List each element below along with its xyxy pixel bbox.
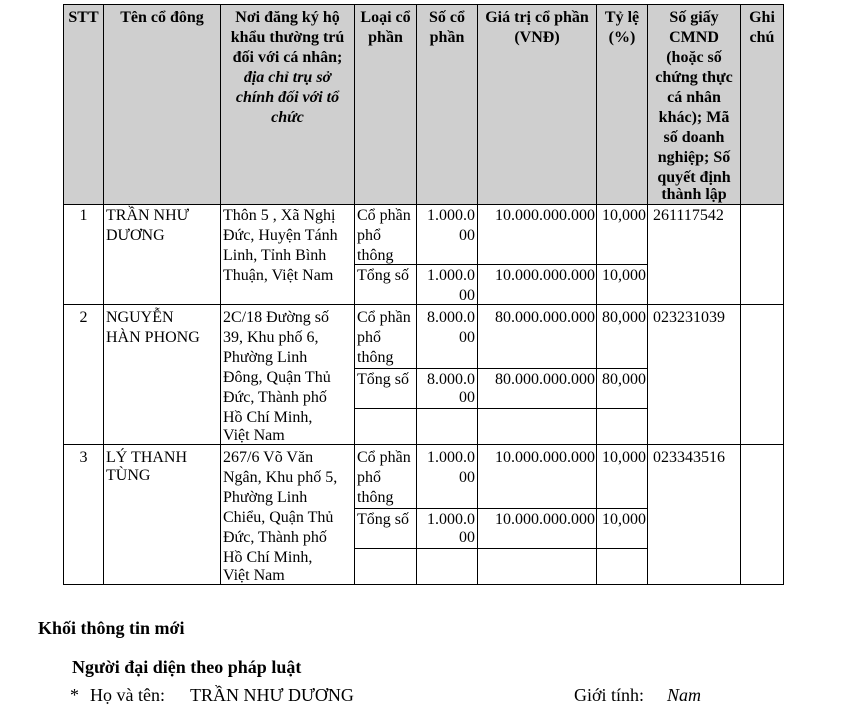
row2-so-giay: 023231039 — [653, 309, 725, 326]
row3-subdivider — [354, 508, 648, 509]
row3-tyle2: 10,000 — [602, 511, 646, 528]
row1-loai1-3: thông — [357, 247, 394, 264]
rep-name-label: Họ và tên: — [90, 685, 165, 705]
row2-gia1: 80.000.000.000 — [495, 309, 595, 326]
row1-so1-1: 1.000.0 — [427, 207, 475, 224]
row3-diachi-7: Việt Nam — [223, 567, 285, 584]
row2-diachi-4: Đông, Quận Thủ — [223, 369, 331, 386]
row1-diachi-4: Thuận, Việt Nam — [223, 267, 334, 284]
row1-diachi-3: Linh, Tỉnh Bình — [223, 247, 327, 264]
row3-so2-1: 1.000.0 — [427, 511, 475, 528]
rep-name-value: TRẦN NHƯ DƯƠNG — [190, 685, 354, 705]
row3-diachi-6: Hồ Chí Minh, — [223, 549, 313, 566]
row1-diachi-1: Thôn 5 , Xã Nghị — [223, 207, 336, 224]
row2-so2-2: 00 — [459, 389, 475, 406]
row2-subdivider — [354, 368, 648, 369]
col-line-9 — [783, 4, 784, 585]
header-gia-tri-2: (VNĐ) — [514, 29, 560, 46]
row3-diachi-2: Ngân, Khu phố 5, — [223, 469, 338, 486]
row3-diachi-5: Đức, Thành phố — [223, 529, 327, 546]
rep-gender-label: Giới tính: — [574, 685, 645, 705]
row1-ten-2: DƯƠNG — [106, 227, 165, 244]
row3-diachi-1: 267/6 Võ Văn — [223, 449, 314, 466]
row2-tyle2: 80,000 — [602, 371, 646, 388]
header-dia-chi-2: chính đối với tổ — [235, 89, 340, 106]
row3-so1-1: 1.000.0 — [427, 449, 475, 466]
row3-so2-2: 00 — [459, 529, 475, 546]
row3-loai2: Tổng số — [357, 511, 409, 528]
header-ten-co-dong: Tên cổ đông — [120, 9, 204, 26]
header-ty-le-2: (%) — [608, 29, 636, 46]
header-so-giay-1: Số giấy — [669, 9, 719, 26]
rep-bullet: * — [70, 685, 79, 705]
header-noi-dang-ky-2: khẩu thường trú — [230, 29, 345, 46]
row3-gia1: 10.000.000.000 — [495, 449, 595, 466]
header-ty-le-1: Tỷ lệ — [604, 9, 640, 26]
row2-ten-1: NGUYỄN — [106, 309, 174, 326]
row3-subdivider2 — [354, 548, 648, 549]
row2-so1-2: 00 — [459, 329, 475, 346]
header-so-giay-9: quyết định — [657, 169, 731, 186]
row1-stt: 1 — [79, 207, 88, 224]
row1-tyle2: 10,000 — [602, 267, 646, 284]
row3-ten-1: LÝ THANH — [106, 449, 188, 466]
table-border-bottom — [63, 584, 784, 585]
row2-loai1-3: thông — [357, 349, 394, 366]
col-line-3 — [354, 4, 355, 585]
row1-tyle1: 10,000 — [602, 207, 646, 224]
row3-diachi-4: Chiểu, Quận Thủ — [223, 509, 334, 526]
header-ghi-chu-1: Ghi — [749, 9, 775, 26]
row2-tyle1: 80,000 — [602, 309, 646, 326]
header-so-co-phan-1: Số cổ — [429, 9, 465, 26]
rep-gender-value: Nam — [667, 685, 702, 705]
row2-diachi-2: 39, Khu phố 6, — [223, 329, 319, 346]
col-line-6 — [596, 4, 597, 585]
header-gia-tri-1: Giá trị cổ phần — [485, 9, 589, 26]
row2-ten-2: HÀN PHONG — [106, 329, 200, 346]
header-loai-2: phần — [368, 29, 403, 46]
col-line-8 — [740, 4, 741, 585]
row3-so1-2: 00 — [459, 469, 475, 486]
row2-loai1-2: phổ — [357, 329, 381, 346]
header-so-giay-10: thành lập — [661, 186, 727, 203]
row2-subdivider2 — [354, 408, 648, 409]
table-border-top — [63, 4, 784, 5]
row3-so-giay: 023343516 — [653, 449, 725, 466]
row3-loai1-3: thông — [357, 489, 394, 506]
header-so-giay-4: chứng thực — [655, 69, 733, 86]
row1-gia1: 10.000.000.000 — [495, 207, 595, 224]
section-title: Khối thông tin mới — [38, 618, 185, 638]
row2-stt: 2 — [79, 309, 88, 326]
col-line-5 — [477, 4, 478, 585]
header-so-co-phan-2: phần — [429, 29, 465, 46]
header-stt: STT — [68, 9, 99, 26]
header-noi-dang-ky-3: đối với cá nhân; — [232, 49, 343, 66]
row1-loai2: Tổng số — [357, 267, 409, 284]
row2-diachi-1: 2C/18 Đường số — [223, 309, 330, 326]
header-so-giay-5: cá nhân — [667, 89, 721, 106]
row1-loai1-2: phổ — [357, 227, 381, 244]
col-line-0 — [63, 4, 64, 585]
row1-so1-2: 00 — [459, 227, 475, 244]
row3-stt: 3 — [79, 449, 88, 466]
header-dia-chi-1: địa chỉ trụ sở — [243, 69, 332, 86]
row3-loai1-1: Cổ phần — [357, 449, 411, 466]
header-so-giay-2: CMND — [669, 29, 719, 46]
header-so-giay-8: nghiệp; Số — [657, 149, 731, 166]
row3-ten-2: TÙNG — [106, 467, 151, 484]
row2-diachi-5: Đức, Thành phố — [223, 389, 327, 406]
row2-loai2: Tổng số — [357, 371, 409, 388]
row1-gia2: 10.000.000.000 — [495, 267, 595, 284]
row3-gia2: 10.000.000.000 — [495, 511, 595, 528]
row2-diachi-3: Phường Linh — [223, 349, 308, 366]
row2-diachi-6: Hồ Chí Minh, — [223, 409, 313, 426]
header-so-giay-3: (hoặc số — [666, 49, 722, 66]
row2-so2-1: 8.000.0 — [427, 371, 475, 388]
subsection-title: Người đại diện theo pháp luật — [72, 657, 302, 677]
row2-bottom — [63, 444, 784, 445]
row2-gia2: 80.000.000.000 — [495, 371, 595, 388]
header-so-giay-6: khác); Mã — [658, 109, 730, 126]
header-so-giay-7: số doanh — [663, 129, 725, 146]
row3-tyle1: 10,000 — [602, 449, 646, 466]
row2-loai1-1: Cổ phần — [357, 309, 411, 326]
row2-so1-1: 8.000.0 — [427, 309, 475, 326]
row1-diachi-2: Đức, Huyện Tánh — [223, 227, 338, 244]
header-ghi-chu-2: chú — [749, 29, 775, 46]
header-noi-dang-ky-1: Nơi đăng ký hộ — [235, 9, 340, 26]
row3-diachi-3: Phường Linh — [223, 489, 308, 506]
header-loai-1: Loại cổ — [360, 9, 411, 26]
row1-so2-1: 1.000.0 — [427, 267, 475, 284]
row1-so-giay: 261117542 — [653, 207, 724, 224]
col-line-1 — [103, 4, 104, 585]
header-dia-chi-3: chức — [271, 109, 304, 126]
row1-so2-2: 00 — [459, 287, 475, 304]
row3-loai1-2: phổ — [357, 469, 381, 486]
row1-ten-1: TRẦN NHƯ — [106, 207, 190, 224]
row2-diachi-7: Việt Nam — [223, 427, 285, 444]
row1-loai1-1: Cổ phần — [357, 207, 411, 224]
row1-subdivider — [354, 264, 648, 265]
